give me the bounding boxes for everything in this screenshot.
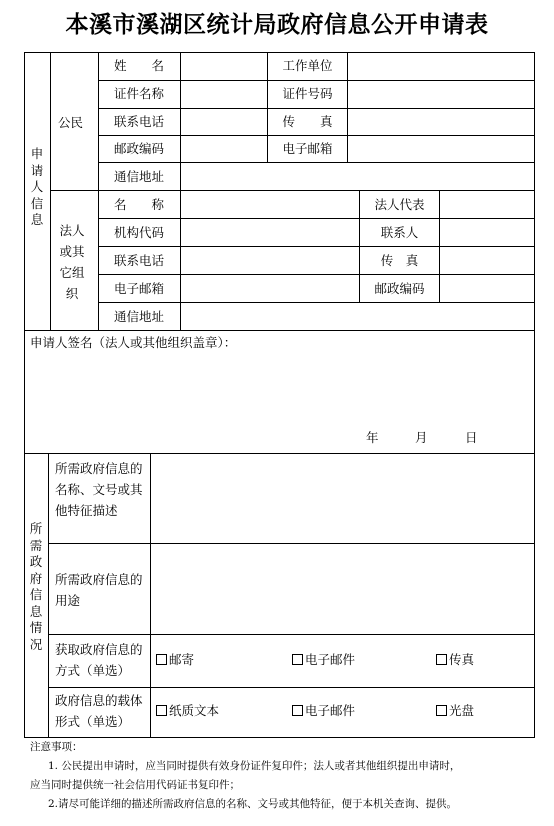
divider bbox=[98, 302, 535, 303]
divider bbox=[98, 80, 535, 81]
divider bbox=[98, 162, 535, 163]
table-border-top bbox=[24, 52, 535, 53]
applicant-info-label: 申请人信息 bbox=[30, 146, 44, 227]
format-option-disc[interactable]: 光盘 bbox=[436, 703, 474, 718]
checkbox[interactable] bbox=[156, 705, 167, 716]
org-address-label: 通信地址 bbox=[113, 309, 164, 324]
date-day: 日 bbox=[465, 430, 478, 445]
divider bbox=[98, 108, 535, 109]
org-postcode-label: 邮政编码 bbox=[374, 281, 425, 296]
method-option-fax[interactable]: 传真 bbox=[436, 652, 474, 667]
table-border-left bbox=[24, 52, 25, 738]
notes-line-2: 2.请尽可能详细的描述所需政府信息的名称、文号或其他特征，便于本机关查询、提供。 bbox=[48, 798, 458, 810]
citizen-postcode-label: 邮政编码 bbox=[113, 141, 164, 156]
signature-label: 申请人签名（法人或其他组织盖章）： bbox=[30, 335, 237, 350]
divider bbox=[98, 135, 535, 136]
divider bbox=[98, 246, 535, 247]
info-desc-label: 所需政府信息的名称、文号或其他特征描述 bbox=[55, 461, 143, 518]
org-fax-label: 传 真 bbox=[380, 253, 419, 268]
org-name-label: 名 称 bbox=[113, 197, 164, 212]
divider bbox=[48, 543, 535, 544]
form-title: 本溪市溪湖区统计局政府信息公开申请表 bbox=[65, 11, 489, 38]
citizen-id-name-label: 证件名称 bbox=[113, 86, 164, 101]
divider bbox=[347, 52, 348, 162]
checkbox[interactable] bbox=[436, 705, 447, 716]
format-option-paper[interactable]: 纸质文本 bbox=[156, 703, 219, 718]
method-option-mail[interactable]: 邮寄 bbox=[156, 652, 194, 667]
date-year: 年 bbox=[366, 430, 379, 445]
citizen-email-label: 电子邮箱 bbox=[282, 141, 333, 156]
checkbox[interactable] bbox=[292, 654, 303, 665]
citizen-phone-label: 联系电话 bbox=[113, 114, 164, 129]
divider bbox=[24, 330, 535, 331]
info-format-label: 政府信息的载体形式（单选） bbox=[55, 693, 143, 729]
divider bbox=[50, 52, 51, 330]
checkbox[interactable] bbox=[436, 654, 447, 665]
divider bbox=[180, 52, 181, 330]
org-legal-rep-label: 法人代表 bbox=[374, 197, 425, 212]
org-label: 法人或其它组织 bbox=[59, 223, 85, 301]
checkbox[interactable] bbox=[292, 705, 303, 716]
divider bbox=[48, 687, 535, 688]
org-email-label: 电子邮箱 bbox=[113, 281, 164, 296]
info-method-label: 获取政府信息的方式（单选） bbox=[55, 642, 143, 678]
notes-heading: 注意事项： bbox=[30, 741, 83, 753]
divider bbox=[48, 453, 49, 738]
info-purpose-label: 所需政府信息的用途 bbox=[55, 572, 143, 608]
format-option-email[interactable]: 电子邮件 bbox=[292, 703, 355, 718]
divider bbox=[48, 634, 535, 635]
divider bbox=[98, 274, 535, 275]
divider bbox=[98, 218, 535, 219]
org-code-label: 机构代码 bbox=[113, 225, 164, 240]
notes-line-1: 1. 公民提出申请时，应当同时提供有效身份证件复印件；法人或者其他组织提出申请时， bbox=[48, 760, 461, 772]
org-phone-label: 联系电话 bbox=[113, 253, 164, 268]
checkbox[interactable] bbox=[156, 654, 167, 665]
citizen-work-unit-label: 工作单位 bbox=[282, 58, 333, 73]
table-border-bottom bbox=[24, 737, 535, 738]
info-needed-label: 所需政府信息情况 bbox=[29, 521, 43, 652]
table-border-right bbox=[534, 52, 535, 738]
citizen-fax-label: 传 真 bbox=[282, 114, 333, 129]
divider bbox=[24, 453, 535, 454]
citizen-id-number-label: 证件号码 bbox=[282, 86, 333, 101]
org-contact-label: 联系人 bbox=[380, 225, 419, 240]
divider bbox=[50, 190, 535, 191]
notes-line-1b: 应当同时提供统一社会信用代码证书复印件； bbox=[30, 779, 240, 791]
citizen-address-label: 通信地址 bbox=[113, 169, 164, 184]
citizen-label: 公民 bbox=[58, 115, 84, 130]
citizen-name-label: 姓 名 bbox=[113, 58, 164, 73]
method-option-email[interactable]: 电子邮件 bbox=[292, 652, 355, 667]
date-month: 月 bbox=[415, 430, 428, 445]
